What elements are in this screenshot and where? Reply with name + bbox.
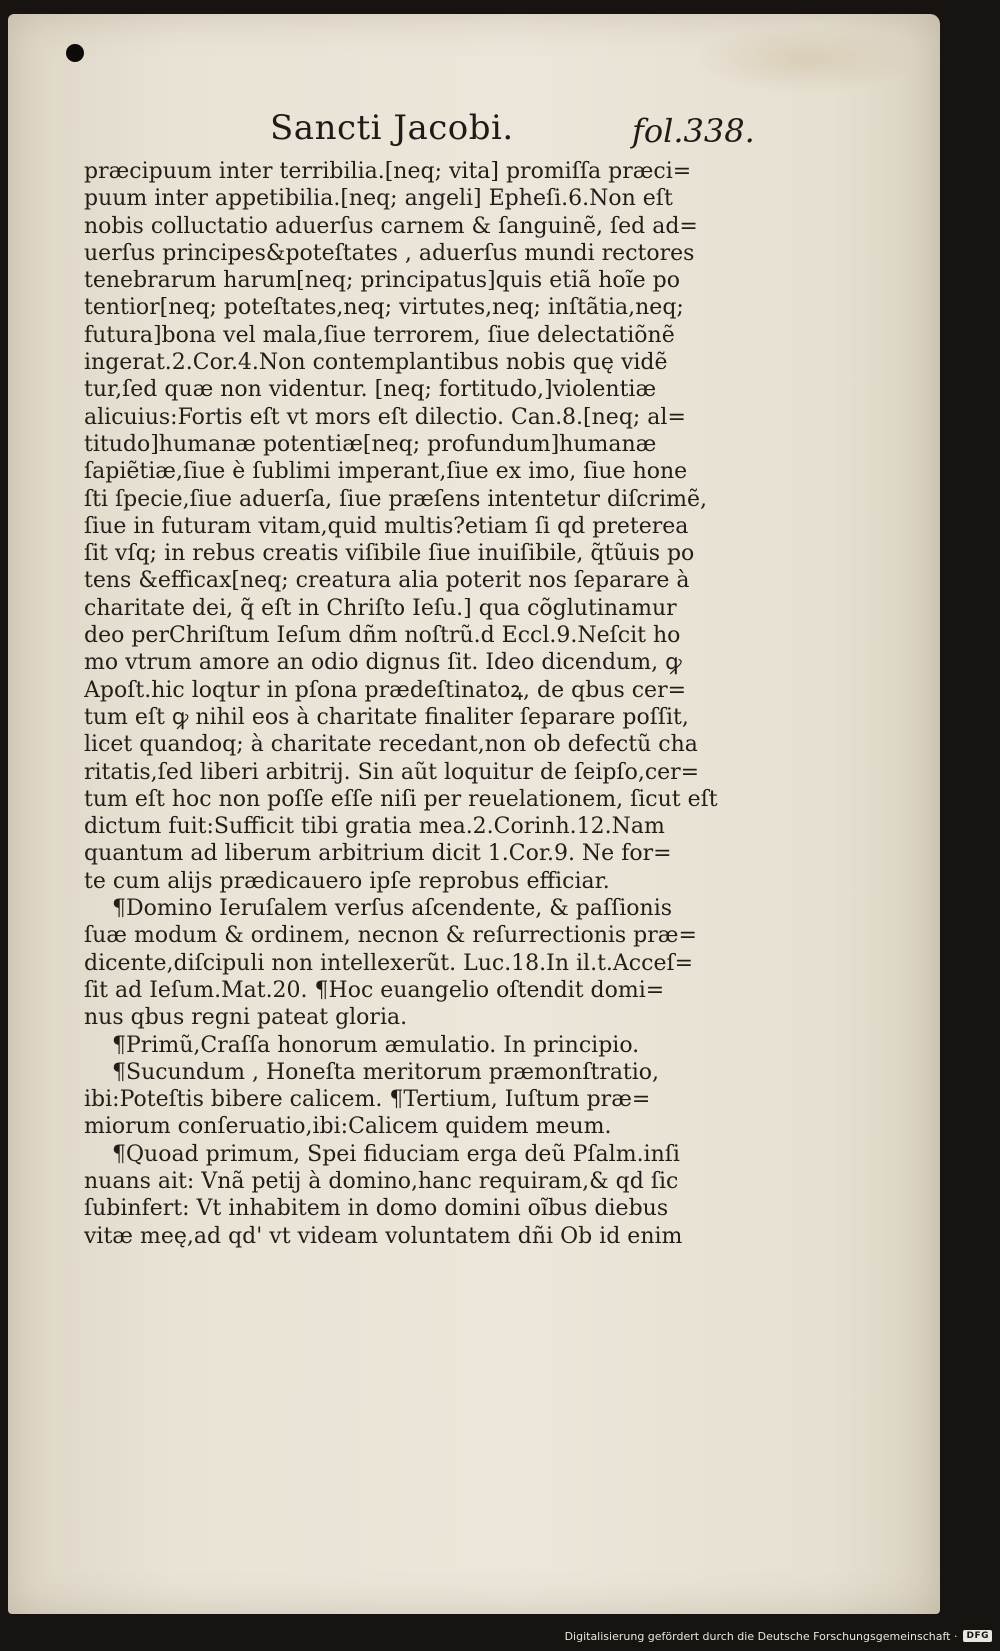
- digitization-credit: [565, 1627, 992, 1645]
- text-line: te cum alijs prædicauero ipſe reprobus efficiar.: [84, 868, 610, 894]
- text-line: tum eſt hoc non poſſe eſſe niſi per reuelationem, ſicut eſt: [84, 786, 718, 812]
- text-line: titudo]humanæ potentiæ[neq; profundum]humanæ: [84, 431, 657, 457]
- text-line: vitæ meę,ad qd' vt videam voluntatem dñi Ob id enim: [84, 1223, 683, 1249]
- text-line: ſiue in futuram vitam,quid multis?etiam ſi qd preterea: [84, 513, 689, 539]
- text-line: futura]bona vel mala,ſiue terrorem, ſiue delectatiõnẽ: [84, 322, 675, 348]
- text-line: ¶Quoad primum, Spei fiduciam erga deũ Pſalm.inſi: [112, 1141, 680, 1167]
- text-line: tens &efficax[neq; creatura alia poterit nos ſeparare à: [84, 568, 690, 594]
- folio-number: fol.338.: [632, 112, 755, 150]
- text-line: tur,ſed quæ non videntur. [neq; fortitudo,]violentiæ: [84, 377, 657, 403]
- text-line: miorum conſeruatio,ibi:Calicem quidem meum.: [84, 1114, 612, 1140]
- text-line: dicente,diſcipuli non intellexerũt. Luc.18.In il.t.Acceſ=: [84, 950, 694, 976]
- text-line: ſit ad Ieſum.Mat.20. ¶Hoc euangelio oſtendit domi=: [84, 977, 665, 1003]
- text-line: nuans ait: Vnã petij à domino,hanc requiram,& qd ſic: [84, 1168, 679, 1194]
- text-line: ingerat.2.Cor.4.Non contemplantibus nobis quę vidẽ: [84, 350, 668, 376]
- text-line: ſit vſq; in rebus creatis viſibile ſiue inuiſibile, q̃tũuis po: [84, 541, 695, 567]
- text-line: ſti ſpecie,ſiue aduerſa, ſiue præſens intentetur diſcrimẽ,: [84, 486, 708, 512]
- text-line: licet quandoq; à charitate recedant,non ob defectũ cha: [84, 732, 698, 758]
- text-line: ¶Sucundum , Honeſta meritorum præmonſtratio,: [112, 1059, 660, 1085]
- text-line: ſubinfert: Vt inhabitem in domo domini oĩbus diebus: [84, 1196, 669, 1222]
- text-line: tenebrarum harum[neq; principatus]quis etiã hoĩe po: [84, 268, 681, 294]
- punch-hole: [66, 44, 84, 62]
- text-line: quantum ad liberum arbitrium dicit 1.Cor.9. Ne for=: [84, 841, 672, 867]
- page-stain: [692, 24, 922, 94]
- dfg-logo: DFG: [963, 1630, 992, 1642]
- text-line: tum eſt ꝙ nihil eos à charitate finaliter ſeparare poſſit,: [84, 704, 689, 730]
- text-line: alicuius:Fortis eſt vt mors eſt dilectio. Can.8.[neq; al=: [84, 404, 686, 430]
- text-line: deo perChriſtum Ieſum dñm noſtrũ.d Eccl.9.Neſcit ho: [84, 623, 681, 649]
- text-line: nobis colluctatio aduerſus carnem & ſanguinẽ, ſed ad=: [84, 213, 698, 239]
- text-line: nus qbus regni pateat gloria.: [84, 1005, 408, 1031]
- text-line: charitate dei, q̃ eſt in Chriſto Ieſu.] qua cõglutinamur: [84, 595, 677, 621]
- credit-text: Digitalisierung gefördert durch die Deutsche Forschungsgemeinschaft ·: [564, 1629, 958, 1643]
- text-line: mo vtrum amore an odio dignus ſit. Ideo dicendum, ꝙ: [84, 650, 682, 676]
- text-line: dictum fuit:Sufficit tibi gratia mea.2.Corinh.12.Nam: [84, 814, 665, 840]
- text-line: Apoſt.hic loqtur in pſona prædeſtinatoꝝ, de qbus cer=: [84, 677, 687, 703]
- running-head: Sancti Jacobi.: [270, 108, 514, 148]
- text-line: ſapiẽtiæ,ſiue è ſublimi imperant,ſiue ex imo, ſiue hone: [84, 459, 688, 485]
- body-text: [84, 158, 764, 1250]
- text-line: tentior[neq; poteſtates,neq; virtutes,neq; inſtãtia,neq;: [84, 295, 684, 321]
- text-line: ibi:Poteſtis bibere calicem. ¶Tertium, Iuſtum præ=: [84, 1087, 651, 1113]
- text-line: ¶Domino Ieruſalem verſus aſcendente, & paſſionis: [112, 896, 673, 922]
- text-line: uerſus principes&poteſtates , aduerſus mundi rectores: [84, 240, 695, 266]
- text-line: puum inter appetibilia.[neq; angeli] Epheſi.6.Non eſt: [84, 186, 673, 212]
- text-line: ſuæ modum & ordinem, necnon & reſurrectionis præ=: [84, 923, 697, 949]
- text-line: ritatis,ſed liberi arbitrij. Sin aũt loquitur de ſeipſo,cer=: [84, 759, 700, 785]
- text-line: præcipuum inter terribilia.[neq; vita] promiſſa præci=: [84, 159, 692, 184]
- text-line: ¶Primũ,Craſſa honorum æmulatio. In principio.: [112, 1032, 640, 1058]
